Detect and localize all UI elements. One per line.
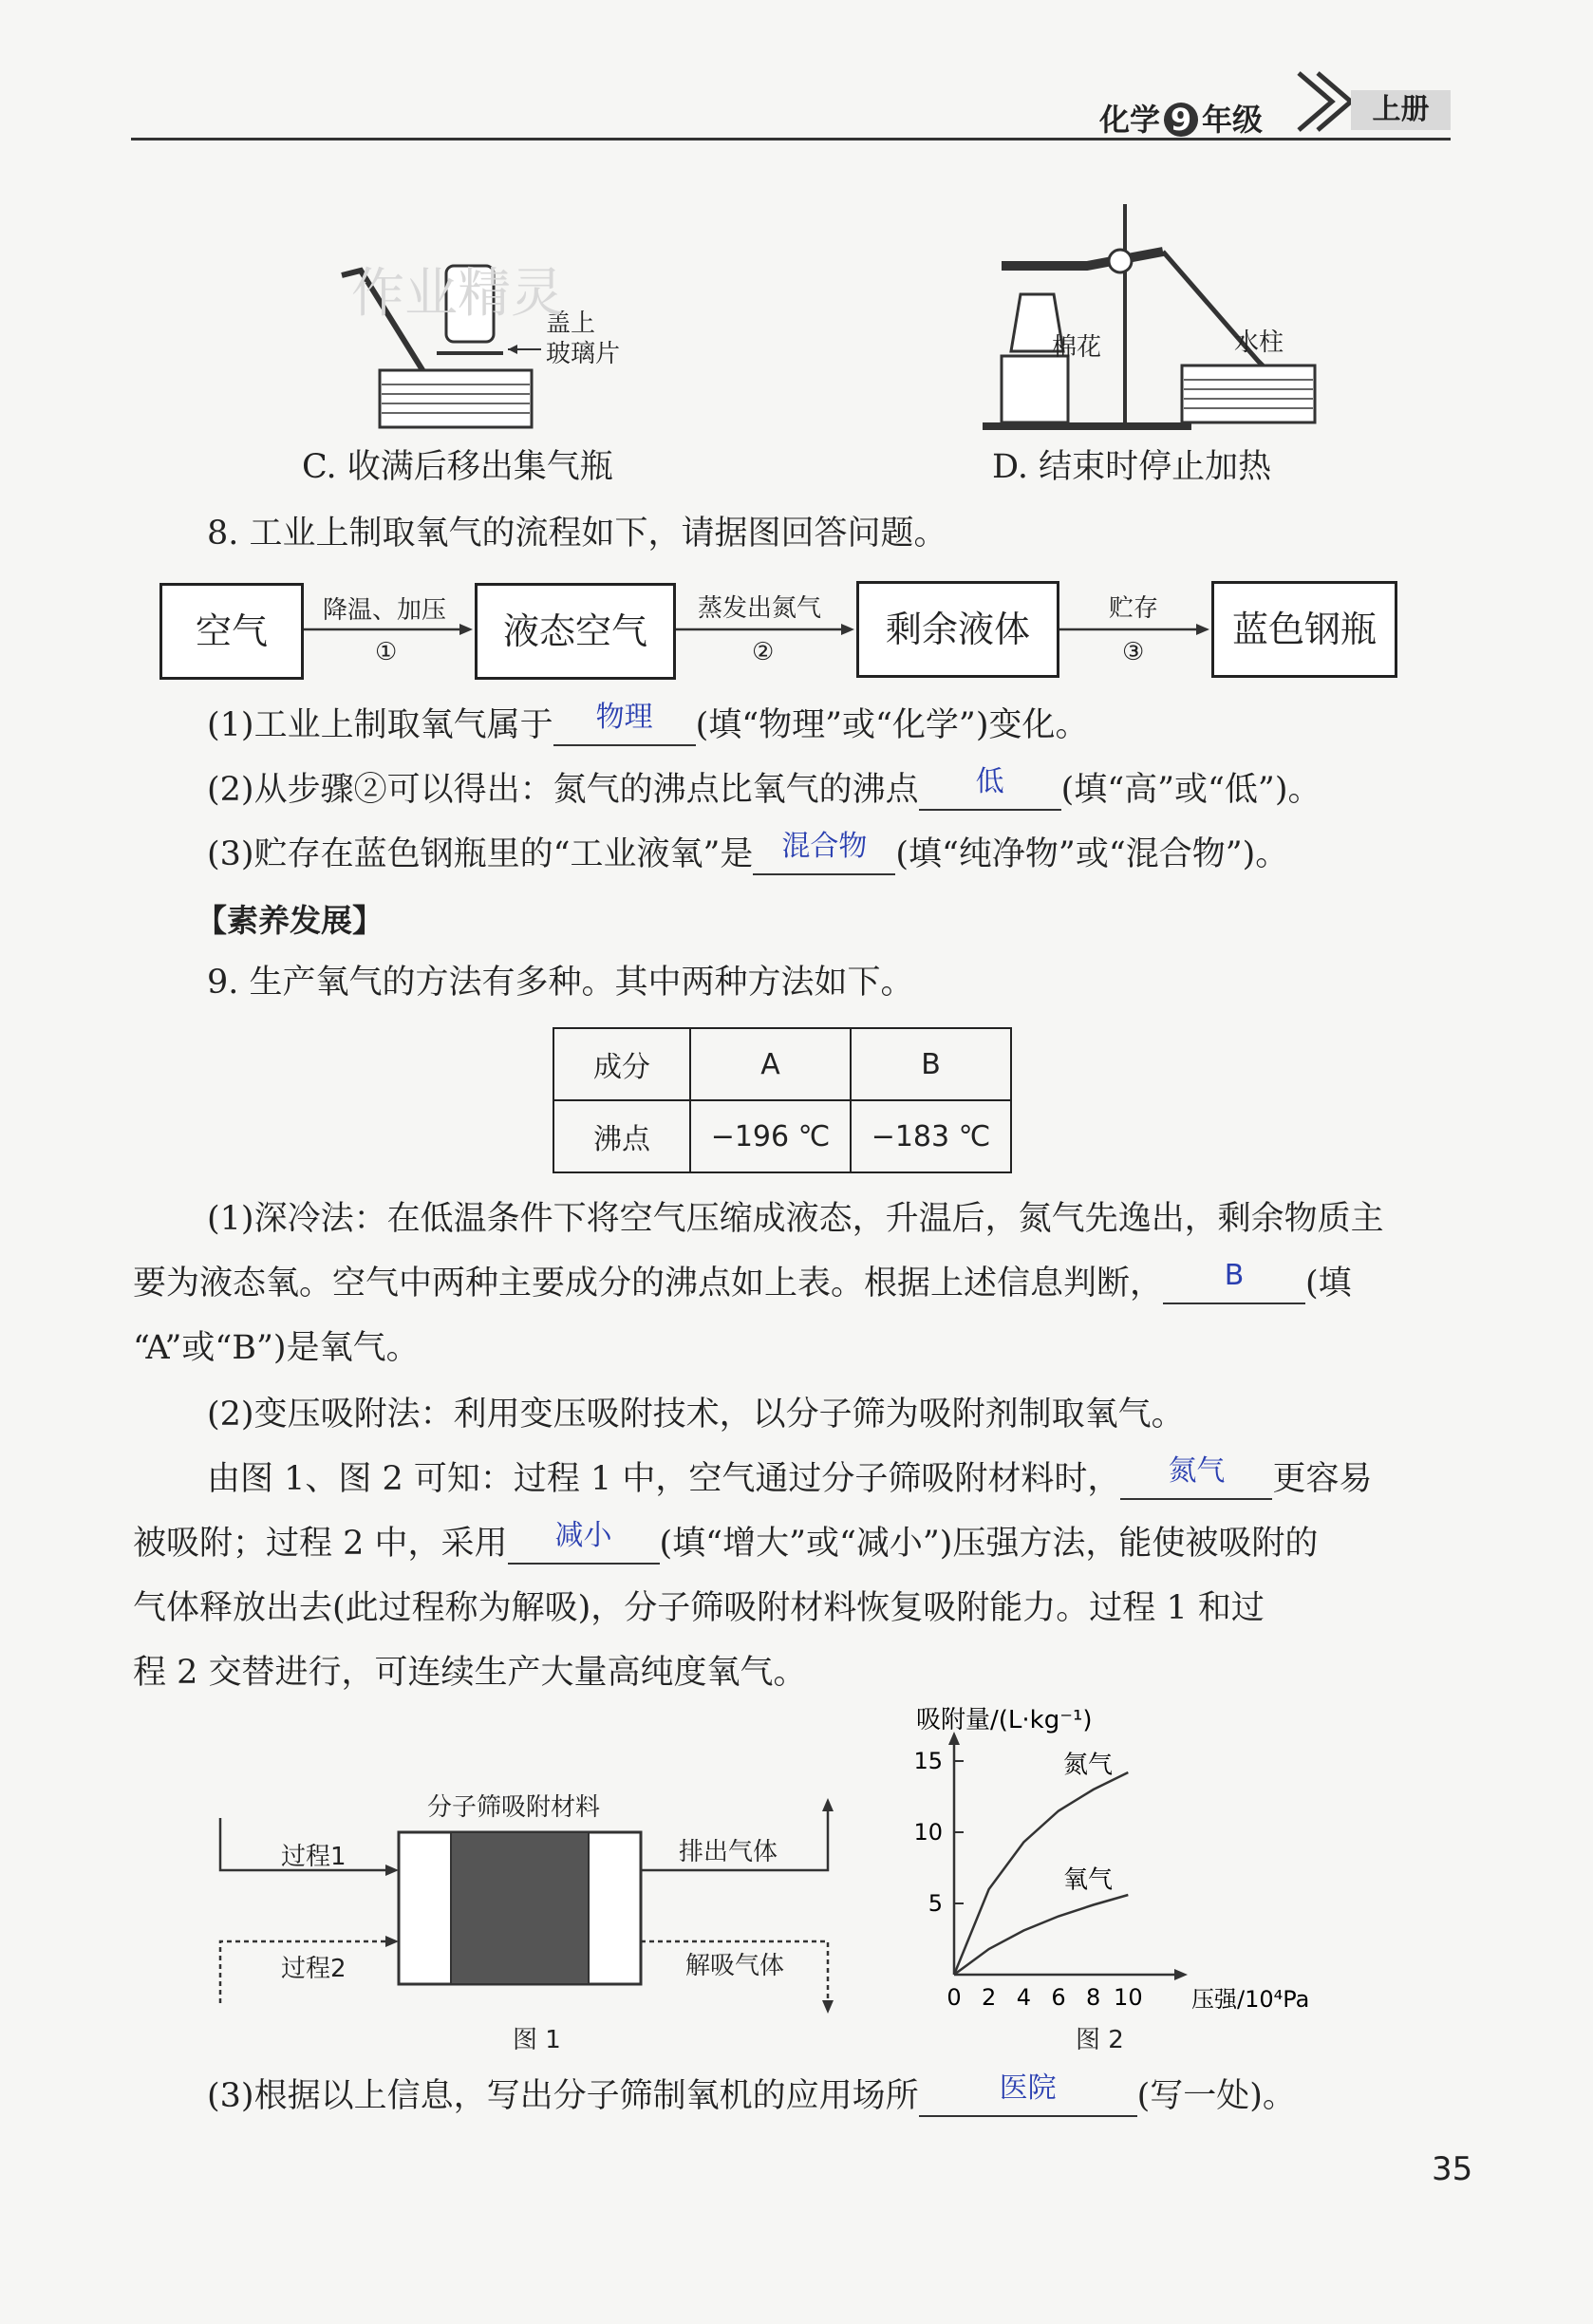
series-label: 氧气: [1063, 1865, 1114, 1895]
table-header-row: [553, 1028, 1011, 1100]
table-cell: A: [690, 1028, 851, 1100]
fig1-out1: 排出气体: [679, 1838, 778, 1866]
header-volume: 上册: [1351, 90, 1451, 130]
table-cell: B: [851, 1028, 1011, 1100]
answer-blank-3[interactable]: 混合物: [753, 839, 895, 875]
y-tick-label: 5: [928, 1890, 943, 1917]
q9-p2-line2: 由图 1、图 2 可知：过程 1 中，空气通过分子筛吸附材料时， 氮气 更容易: [207, 1454, 1373, 1498]
figure-2-chart: [892, 1699, 1358, 2041]
answer-blank-7[interactable]: 医院: [919, 2081, 1137, 2117]
q9-p2-line3: 被吸附；过程 2 中，采用 减小 (填“增大”或“减小”)压强方法，能使被吸附的: [133, 1519, 1319, 1563]
answer-blank-5[interactable]: 氮气: [1120, 1464, 1272, 1500]
table-cell: 成分: [553, 1028, 690, 1100]
fig1-process1: 过程1: [281, 1843, 347, 1871]
flow-box-blue-cylinder: 蓝色钢瓶: [1211, 581, 1397, 678]
caption-d: D. 结束时停止加热: [992, 448, 1272, 486]
answer-blank-6[interactable]: 减小: [508, 1528, 660, 1565]
q9-p1-line3: “A”或“B”)是氧气。: [133, 1329, 420, 1367]
x-tick-label: 10: [1114, 1984, 1143, 2011]
table-cell: −183 ℃: [851, 1100, 1011, 1172]
flow-box-liquid-air: 液态空气: [475, 583, 676, 680]
watermark: 作业精灵: [351, 263, 564, 325]
table-row: [553, 1100, 1011, 1172]
x-tick-label: 0: [946, 1984, 962, 2011]
y-tick-label: 10: [913, 1819, 943, 1846]
answer-blank-2[interactable]: 低: [919, 775, 1061, 811]
boiling-point-table: [553, 1027, 1012, 1173]
series-line-1: [954, 1895, 1128, 1975]
flow-box-remaining-liquid: 剩余液体: [856, 581, 1059, 678]
label-cotton: 棉花: [1052, 333, 1102, 362]
arrow1-label: 降温、加压: [323, 596, 447, 625]
arrow2-label: 蒸发出氮气: [698, 594, 822, 623]
header-subject: 化学 9 年级: [1099, 102, 1264, 138]
q9-p3: (3)根据以上信息，写出分子筛制氧机的应用场所 医院 (写一处)。: [207, 2071, 1296, 2115]
q8-sub3: (3)贮存在蓝色钢瓶里的“工业液氧”是 混合物 (填“纯净物”或“混合物”)。: [207, 830, 1289, 873]
label-glass-cover: 盖上 玻璃片: [546, 309, 621, 368]
table-cell: −196 ℃: [690, 1100, 851, 1172]
fig2-caption: 图 2: [1076, 2026, 1124, 2054]
series-label: 氮气: [1063, 1751, 1114, 1780]
q9-p2-line1: (2)变压吸附法：利用变压吸附技术，以分子筛为吸附剂制取氧气。: [207, 1396, 1185, 1434]
page-number: 35: [1432, 2150, 1473, 2188]
arrow1-num: ①: [375, 638, 398, 666]
arrow3-num: ③: [1122, 638, 1145, 666]
fig1-out2: 解吸气体: [685, 1952, 785, 1980]
arrow3-label: 贮存: [1109, 594, 1159, 623]
answer-blank-4[interactable]: B: [1163, 1268, 1305, 1304]
label-water-column: 水柱: [1234, 328, 1284, 357]
caption-c: C. 收满后移出集气瓶: [302, 448, 613, 486]
y-tick-label: 15: [913, 1748, 943, 1774]
fig1-title: 分子筛吸附材料: [427, 1793, 601, 1822]
flow-box-air: 空气: [159, 583, 304, 680]
section-heading: 【素养发展】: [196, 902, 384, 939]
fig1-caption: 图 1: [513, 2026, 561, 2054]
arrow2-num: ②: [752, 638, 775, 666]
x-axis-arrow: [1174, 1969, 1188, 1980]
y-axis-label: 吸附量/(L·kg⁻¹): [916, 1706, 1093, 1734]
q9-p1-line1: (1)深冷法：在低温条件下将空气压缩成液态，升温后，氮气先逸出，剩余物质主: [207, 1200, 1384, 1238]
q8-sub1: (1)工业上制取氧气属于 物理 (填“物理”或“化学”)变化。: [207, 701, 1089, 744]
x-tick-label: 2: [982, 1984, 997, 2011]
q9-p2-line4: 气体释放出去(此过程称为解吸)，分子筛吸附材料恢复吸附能力。过程 1 和过: [133, 1589, 1265, 1627]
grade-circle: 9: [1164, 103, 1198, 137]
x-tick-label: 8: [1086, 1984, 1101, 2011]
q9-p1-line2: 要为液态氧。空气中两种主要成分的沸点如上表。根据上述信息判断， B (填: [133, 1259, 1352, 1303]
fig1-process2: 过程2: [281, 1955, 347, 1983]
table-cell: 沸点: [553, 1100, 690, 1172]
x-axis-label: 压强/10⁴Pa: [1191, 1986, 1310, 2013]
q8-stem: 8. 工业上制取氧气的流程如下，请据图回答问题。: [207, 515, 947, 553]
q9-p2-line5: 程 2 交替进行，可连续生产大量高纯度氧气。: [133, 1654, 807, 1692]
x-tick-label: 6: [1051, 1984, 1066, 2011]
x-tick-label: 4: [1016, 1984, 1031, 2011]
q8-sub2: (2)从步骤②可以得出：氮气的沸点比氧气的沸点 低 (填“高”或“低”)。: [207, 765, 1321, 809]
flow-arrows: [0, 0, 1593, 759]
q9-stem: 9. 生产氧气的方法有多种。其中两种方法如下。: [207, 964, 914, 1002]
answer-blank-1[interactable]: 物理: [553, 710, 696, 746]
